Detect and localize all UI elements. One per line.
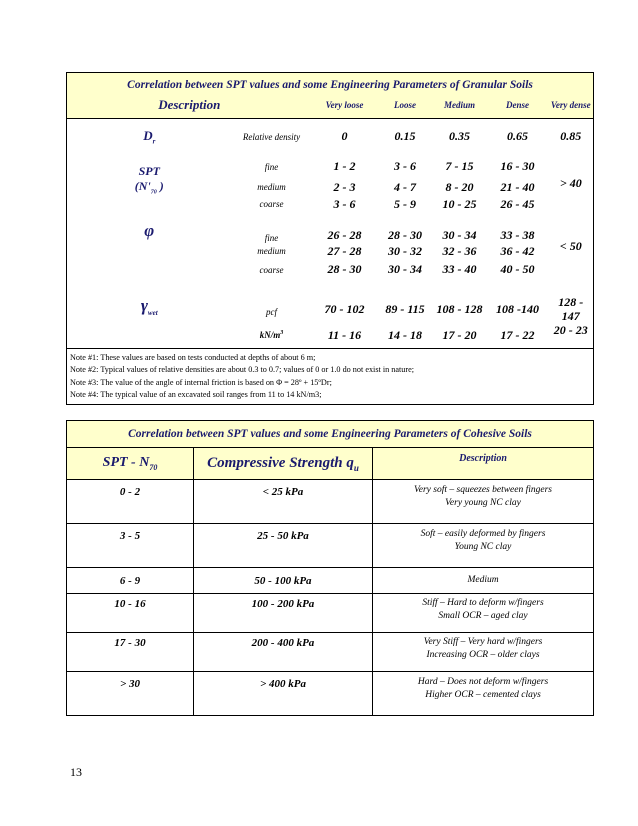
kn-label: $kN/m^3$ (259, 330, 284, 341)
description-cell: Stiff – Hard to deform w/fingers Small OCR – aged clay (422, 598, 544, 621)
pcf-value: 70 - 102 (324, 301, 365, 316)
phi-value: 26 - 28 (327, 227, 362, 242)
strength-header: Compressive Strength $q_u$ (194, 448, 373, 480)
description-header: Description (67, 93, 312, 119)
kn-value: 17 - 20 (442, 327, 477, 342)
description-header: Description (373, 448, 594, 480)
spt-label: SPT (138, 163, 160, 178)
note-line: Note #1: These values are based on tests conducted at depths of about 6 m; (70, 353, 316, 362)
spt-value: 1 - 2 (333, 159, 356, 173)
spt-value: 10 - 25 (442, 196, 477, 211)
phi-very-dense: < 50 (559, 238, 582, 253)
header-medium: Medium (433, 93, 487, 119)
spt-value: 5 - 9 (394, 196, 416, 211)
phi-value: 30 - 34 (442, 227, 477, 242)
notes-block (67, 349, 594, 405)
phi-row-label: coarse (259, 264, 284, 275)
strength-cell: > 400 kPa (194, 672, 373, 716)
spt-n70-label: ($N'_{70}$ ) (134, 178, 164, 196)
kn-value: 17 - 22 (500, 327, 535, 342)
header-very-dense: Very dense (549, 93, 594, 119)
phi-value: 32 - 36 (442, 243, 477, 258)
kn-value: 14 - 18 (388, 327, 422, 342)
spt-value: 3 - 6 (394, 159, 416, 173)
header-loose: Loose (378, 93, 433, 119)
spt-value: 3 - 6 (333, 196, 356, 211)
description-cell: Very soft – squeezes between fingers Very young NC clay (414, 485, 553, 508)
spacer-cell (67, 243, 232, 260)
strength-cell: 200 - 400 kPa (194, 633, 373, 672)
spt-value: 4 - 7 (394, 179, 416, 194)
kn-value: 11 - 16 (327, 327, 362, 342)
granular-soils-table (66, 72, 594, 405)
spt-cell: 3 - 5 (67, 524, 194, 568)
description-cell: Soft – easily deformed by fingers Young NC clay (420, 529, 546, 552)
dr-label: Relative density (242, 131, 301, 142)
phi-value: 27 - 28 (327, 243, 362, 258)
spt-value: 2 - 3 (333, 179, 356, 194)
strength-cell: 100 - 200 kPa (194, 594, 373, 633)
page-number: 13 (70, 765, 82, 779)
spt-value: 7 - 15 (445, 159, 474, 173)
spt-very-dense: > 40 (559, 176, 582, 190)
strength-cell: < 25 kPa (194, 480, 373, 524)
strength-cell: 50 - 100 kPa (194, 568, 373, 594)
spt-row-label: fine (264, 161, 279, 172)
note-line: Note #2: Typical values of relative densities are about 0.3 to 0.7; values of 0 or 1.0 do not exist in nature; (70, 365, 414, 375)
spt-cell: 17 - 30 (67, 633, 194, 672)
phi-value: 40 - 50 (500, 262, 535, 276)
description-cell: Very Stiff – Very hard w/fingers Increasing OCR – older clays (423, 637, 543, 660)
spacer-cell (67, 196, 232, 213)
spt-value: 21 - 40 (500, 179, 535, 194)
spacer-cell (67, 260, 232, 280)
description-cell: Medium (467, 575, 499, 585)
phi-value: 28 - 30 (388, 227, 422, 242)
pcf-value: 89 - 115 (385, 301, 425, 316)
pcf-value: 108 -140 (496, 301, 539, 316)
spt-value: 16 - 30 (500, 159, 535, 173)
dr-value: 0.65 (507, 129, 528, 144)
spt-cell: > 30 (67, 672, 194, 716)
header-very-loose: Very loose (312, 93, 378, 119)
description-cell: Hard – Does not deform w/fingers Higher OCR – cemented clays (417, 677, 549, 700)
spt-row-label: coarse (259, 199, 284, 209)
phi-value: 36 - 42 (500, 243, 535, 258)
phi-value: 30 - 34 (388, 262, 422, 276)
spt-cell: 6 - 9 (67, 568, 194, 594)
kn-very-dense: 20 - 23 (553, 322, 588, 337)
cohesive-soils-table (66, 420, 594, 716)
header-dense: Dense (487, 93, 549, 119)
phi-symbol: φ (144, 220, 155, 240)
dr-value: 0.15 (394, 129, 416, 144)
spacer-cell (67, 323, 232, 349)
spt-value: 8 - 20 (445, 179, 474, 194)
phi-value: 30 - 32 (388, 243, 422, 258)
dr-symbol: $D_r$ (143, 127, 156, 146)
spt-cell: 10 - 16 (67, 594, 194, 633)
note-line: Note #3: The value of the angle of internal friction is based on Φ = 28º + 15ºDr; (70, 377, 332, 387)
phi-row-label: medium (257, 246, 286, 256)
spt-row-label: medium (257, 182, 286, 192)
phi-row-label: fine (264, 232, 279, 243)
spt-n70-header: SPT - $N_{70}$ (67, 448, 194, 480)
pcf-value: 108 - 128 (436, 301, 483, 316)
gamma-symbol: $\gamma_{wet}$ (140, 295, 158, 317)
spt-value: 26 - 45 (500, 196, 535, 211)
spt-cell: 0 - 2 (67, 480, 194, 524)
strength-cell: 25 - 50 kPa (194, 524, 373, 568)
cohesive-table-title: Correlation between SPT values and some Engineering Parameters of Cohesive Soils (67, 421, 594, 448)
dr-value: 0.85 (560, 129, 582, 144)
phi-value: 33 - 40 (442, 262, 477, 276)
note-line: Note #4: The typical value of an excavated soil ranges from 11 to 14 kN/m3; (70, 389, 322, 399)
pcf-label: pcf (266, 306, 277, 317)
granular-table-title: Correlation between SPT values and some Engineering Parameters of Granular Soils (67, 73, 594, 93)
dr-value: 0 (341, 129, 348, 144)
phi-value: 28 - 30 (327, 262, 362, 276)
dr-value: 0.35 (449, 129, 470, 144)
phi-value: 33 - 38 (500, 227, 535, 242)
pcf-very-dense: 128 - 147 (558, 294, 584, 323)
